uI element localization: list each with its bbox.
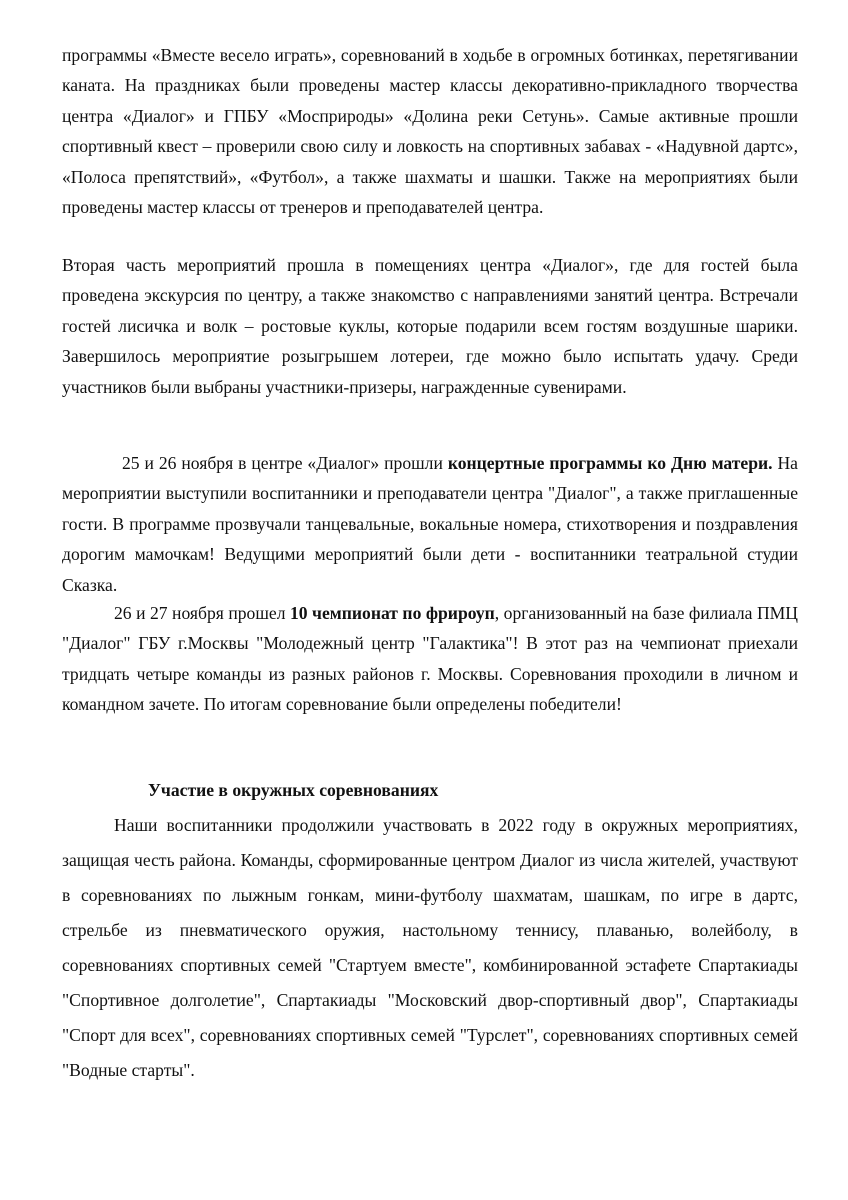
section-heading-district-competitions: Участие в окружных соревнованиях: [148, 780, 439, 800]
mothers-day-intro: 25 и 26 ноября в центре «Диалог» прошли: [122, 453, 448, 473]
mothers-day-highlight: концертные программы ко Дню матери.: [447, 453, 773, 473]
paragraph-mothers-day: [62, 448, 798, 600]
paragraph-second-part: Вторая часть мероприятий прошла в помещениях центра «Диалог», где для гостей была проведена экскурсия по центру, а также знакомство с направлениями занятий центра. Встречали гостей лисичка и волк – ростовые куклы, которые подарили всем гостям воздушные шарики. Завершилось мероприятие розыгрышем лотереи, где можно было испытать удачу. Среди участников были выбраны участники-призеры, награжденные сувенирами.: [62, 255, 798, 397]
paragraph-district-competitions: Наши воспитанники продолжили участвовать в 2022 году в окружных мероприятиях, защищая честь района. Команды, сформированные центром Диалог из числа жителей, участвуют в соревнованиях по лыжным гонкам, мини-футболу шахматам, шашкам, по игре в дартс, стрельбе из пневматического оружия, настольному теннису, плаванью, волейболу, в соревнованиях спортивных семей "Стартуем вместе", комбинированной эстафете Спартакиады "Спортивное долголетие", Спартакиады "Московский двор-спортивный двор", Спартакиады "Спорт для всех", соревнованиях спортивных семей "Турслет", соревнованиях спортивных семей "Водные старты".: [62, 815, 798, 1080]
freerope-body: , организованный на базе филиала ПМЦ "Диалог" ГБУ г.Москвы "Молодежный центр "Галактика"! В этот раз на чемпионат приехали тридцать четыре команды из разных районов г. Москвы. Соревнования проходили в личном и командном зачете. По итогам соревнование были определены победители!: [62, 603, 799, 715]
mothers-day-body: На мероприятии выступили воспитанники и преподаватели центра "Диалог", а также приглашенные гости. В программе прозвучали танцевальные, вокальные номера, стихотворения и поздравления дорогим мамочкам! Ведущими мероприятий были дети - воспитанники театральной студии Сказка.: [62, 453, 798, 595]
paragraph-freerope-championship: [62, 598, 798, 720]
freerope-highlight: 10 чемпионат по фрироуп: [289, 603, 495, 623]
paragraph-festival-activities: программы «Вместе весело играть», соревнований в ходьбе в огромных ботинках, перетягивании каната. На праздниках были проведены мастер классы декоративно-прикладного творчества центра «Диалог» и ГПБУ «Мосприроды» «Долина реки Сетунь». Самые активные прошли спортивный квест – проверили свою силу и ловкость на спортивных забавах - «Надувной дартс», «Полоса препятствий», «Футбол», а также шахматы и шашки. Также на мероприятиях были проведены мастер классы от тренеров и преподавателей центра.: [62, 45, 798, 218]
freerope-intro: 26 и 27 ноября прошел: [114, 603, 290, 623]
